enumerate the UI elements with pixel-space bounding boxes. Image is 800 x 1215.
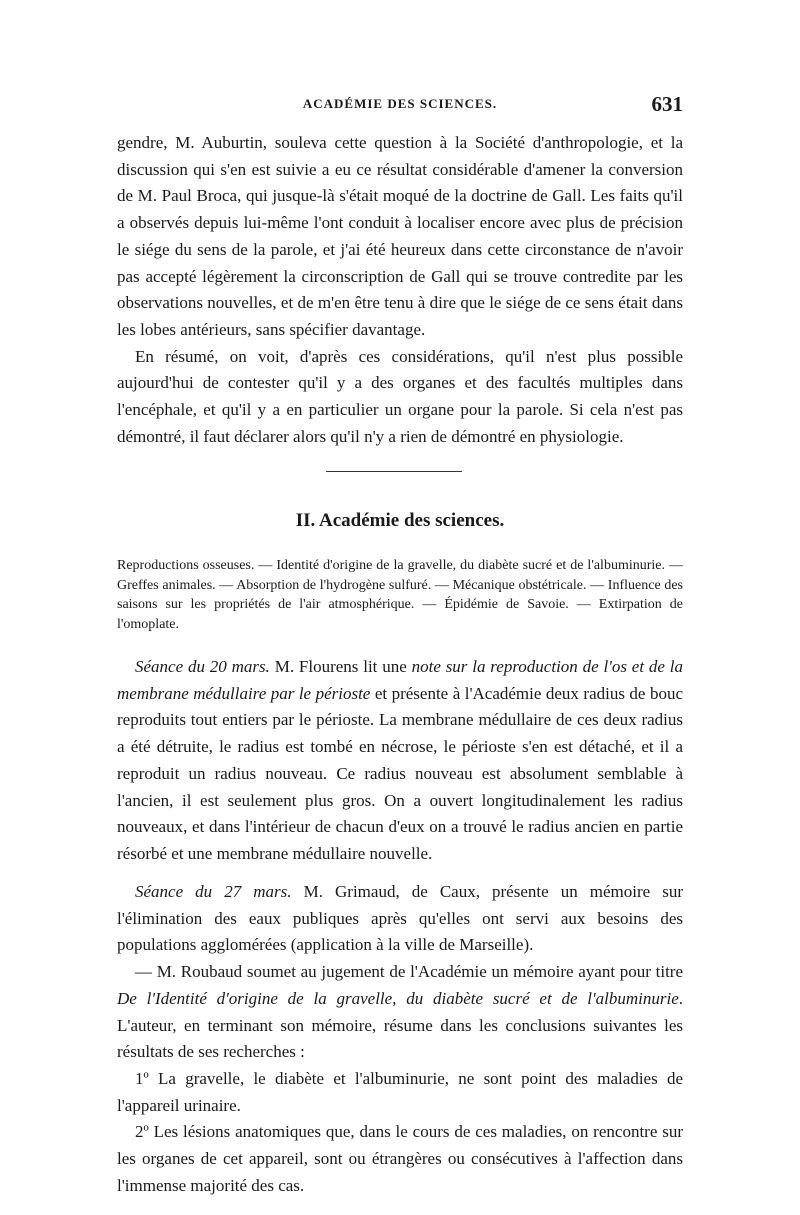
paragraph-roubaud: [117, 959, 683, 1066]
seance-date: Séance du 27 mars.: [135, 882, 292, 901]
page-header: [117, 92, 683, 120]
text-run: et présente à l'Académie deux radius de bouc reproduits tout entiers par le périoste. La membrane médullaire de ces deux radius a été détruite, le radius est tombé en nécrose, le périoste s'en est détaché, et il a reproduit un radius nouveau. Ce radius nouveau est absolument semblable à l'ancien, il est seulement plus gros. On a ouvert longitudinalement les radius nouveaux, et dans l'intérieur de chacun d'eux on a trouvé le radius ancien en partie résorbé et une membrane médullaire nouvelle.: [117, 683, 684, 863]
section-summary: Reproductions osseuses. — Identité d'origine de la gravelle, du diabète sucré et de l'albuminurie. — Greffes animales. — Absorption de l'hydrogène sulfuré. — Mécanique obstétricale. — Influence des saisons sur les propriétés de l'air atmosphérique. — Épidémie de Savoie. — Extirpation de l'omoplate.: [117, 558, 683, 632]
memoire-title: De l'Identité d'origine de la gravelle, du diabète sucré et de l'albuminurie: [117, 988, 679, 1008]
paragraph-seance-27: [117, 879, 683, 959]
conclusion-2: 2º Les lésions anatomiques que, dans le cours de ces maladies, on rencontre sur les organes de cet appareil, sont ou étrangères ou consécutives à l'affection dans l'immense majorité des cas.: [117, 1122, 683, 1195]
text-run: . L'auteur, en terminant son mémoire, résume dans les conclusions suivantes les résultats de ses recherches :: [117, 988, 683, 1062]
page-number: 631: [651, 92, 683, 116]
section-divider: [326, 471, 462, 472]
section-heading: II. Académie des sciences.: [295, 510, 505, 531]
seance-20-mars: [117, 654, 683, 868]
paragraph-gendre: gendre, M. Auburtin, souleva cette question à la Société d'anthropologie, et la discussion qui s'en est suivie a eu ce résultat considérable d'amener la conversion de M. Paul Broca, qui jusque-là s'était moqué de la doctrine de Gall. Les faits qu'il a observés depuis lui-même l'ont conduit à localiser encore avec plus de précision le siége du sens de la parole, et j'ai été heureux dans cette circonstance de n'avoir pas accepté légèrement la circonscription de Gall qui se trouve contredite par les observations nouvelles, et de m'en être tenu à dire que le siége de ce sens était dans les lobes antérieurs, sans spécifier davantage.: [117, 133, 683, 339]
seance-27-mars: [117, 879, 683, 1199]
text-run: M. Grimaud, de Caux, présente un mémoire sur l'élimination des eaux publiques après qu'elles ont servi aux besoins des populations agglomérées (application à la ville de Marseille).: [117, 882, 683, 955]
conclusion-1: 1º La gravelle, le diabète et l'albuminurie, ne sont point des maladies de l'appareil urinaire.: [117, 1068, 683, 1115]
paragraph-seance-20: [117, 654, 683, 868]
text-run: M. Flourens lit une: [269, 657, 412, 676]
section-summary-block: [117, 556, 683, 634]
seance-date: Séance du 20 mars.: [135, 657, 270, 676]
paragraph-en-resume: En résumé, on voit, d'après ces considérations, qu'il n'est plus possible aujourd'hui de contester qu'il y a des organes et des facultés multiples dans l'encéphale, et qu'il y a en particulier un organe pour la parole. Si cela n'est pas démontré, il faut déclarer alors qu'il n'y a rien de démontré en physiologie.: [117, 346, 683, 446]
text-run: — M. Roubaud soumet au jugement de l'Académie un mémoire ayant pour titre: [135, 962, 683, 982]
top-text-block: [117, 130, 683, 450]
note-title: note sur la reproduction de l'os et de la membrane médullaire par le périoste: [117, 657, 683, 703]
running-title: ACADÉMIE DES SCIENCES.: [302, 96, 498, 111]
